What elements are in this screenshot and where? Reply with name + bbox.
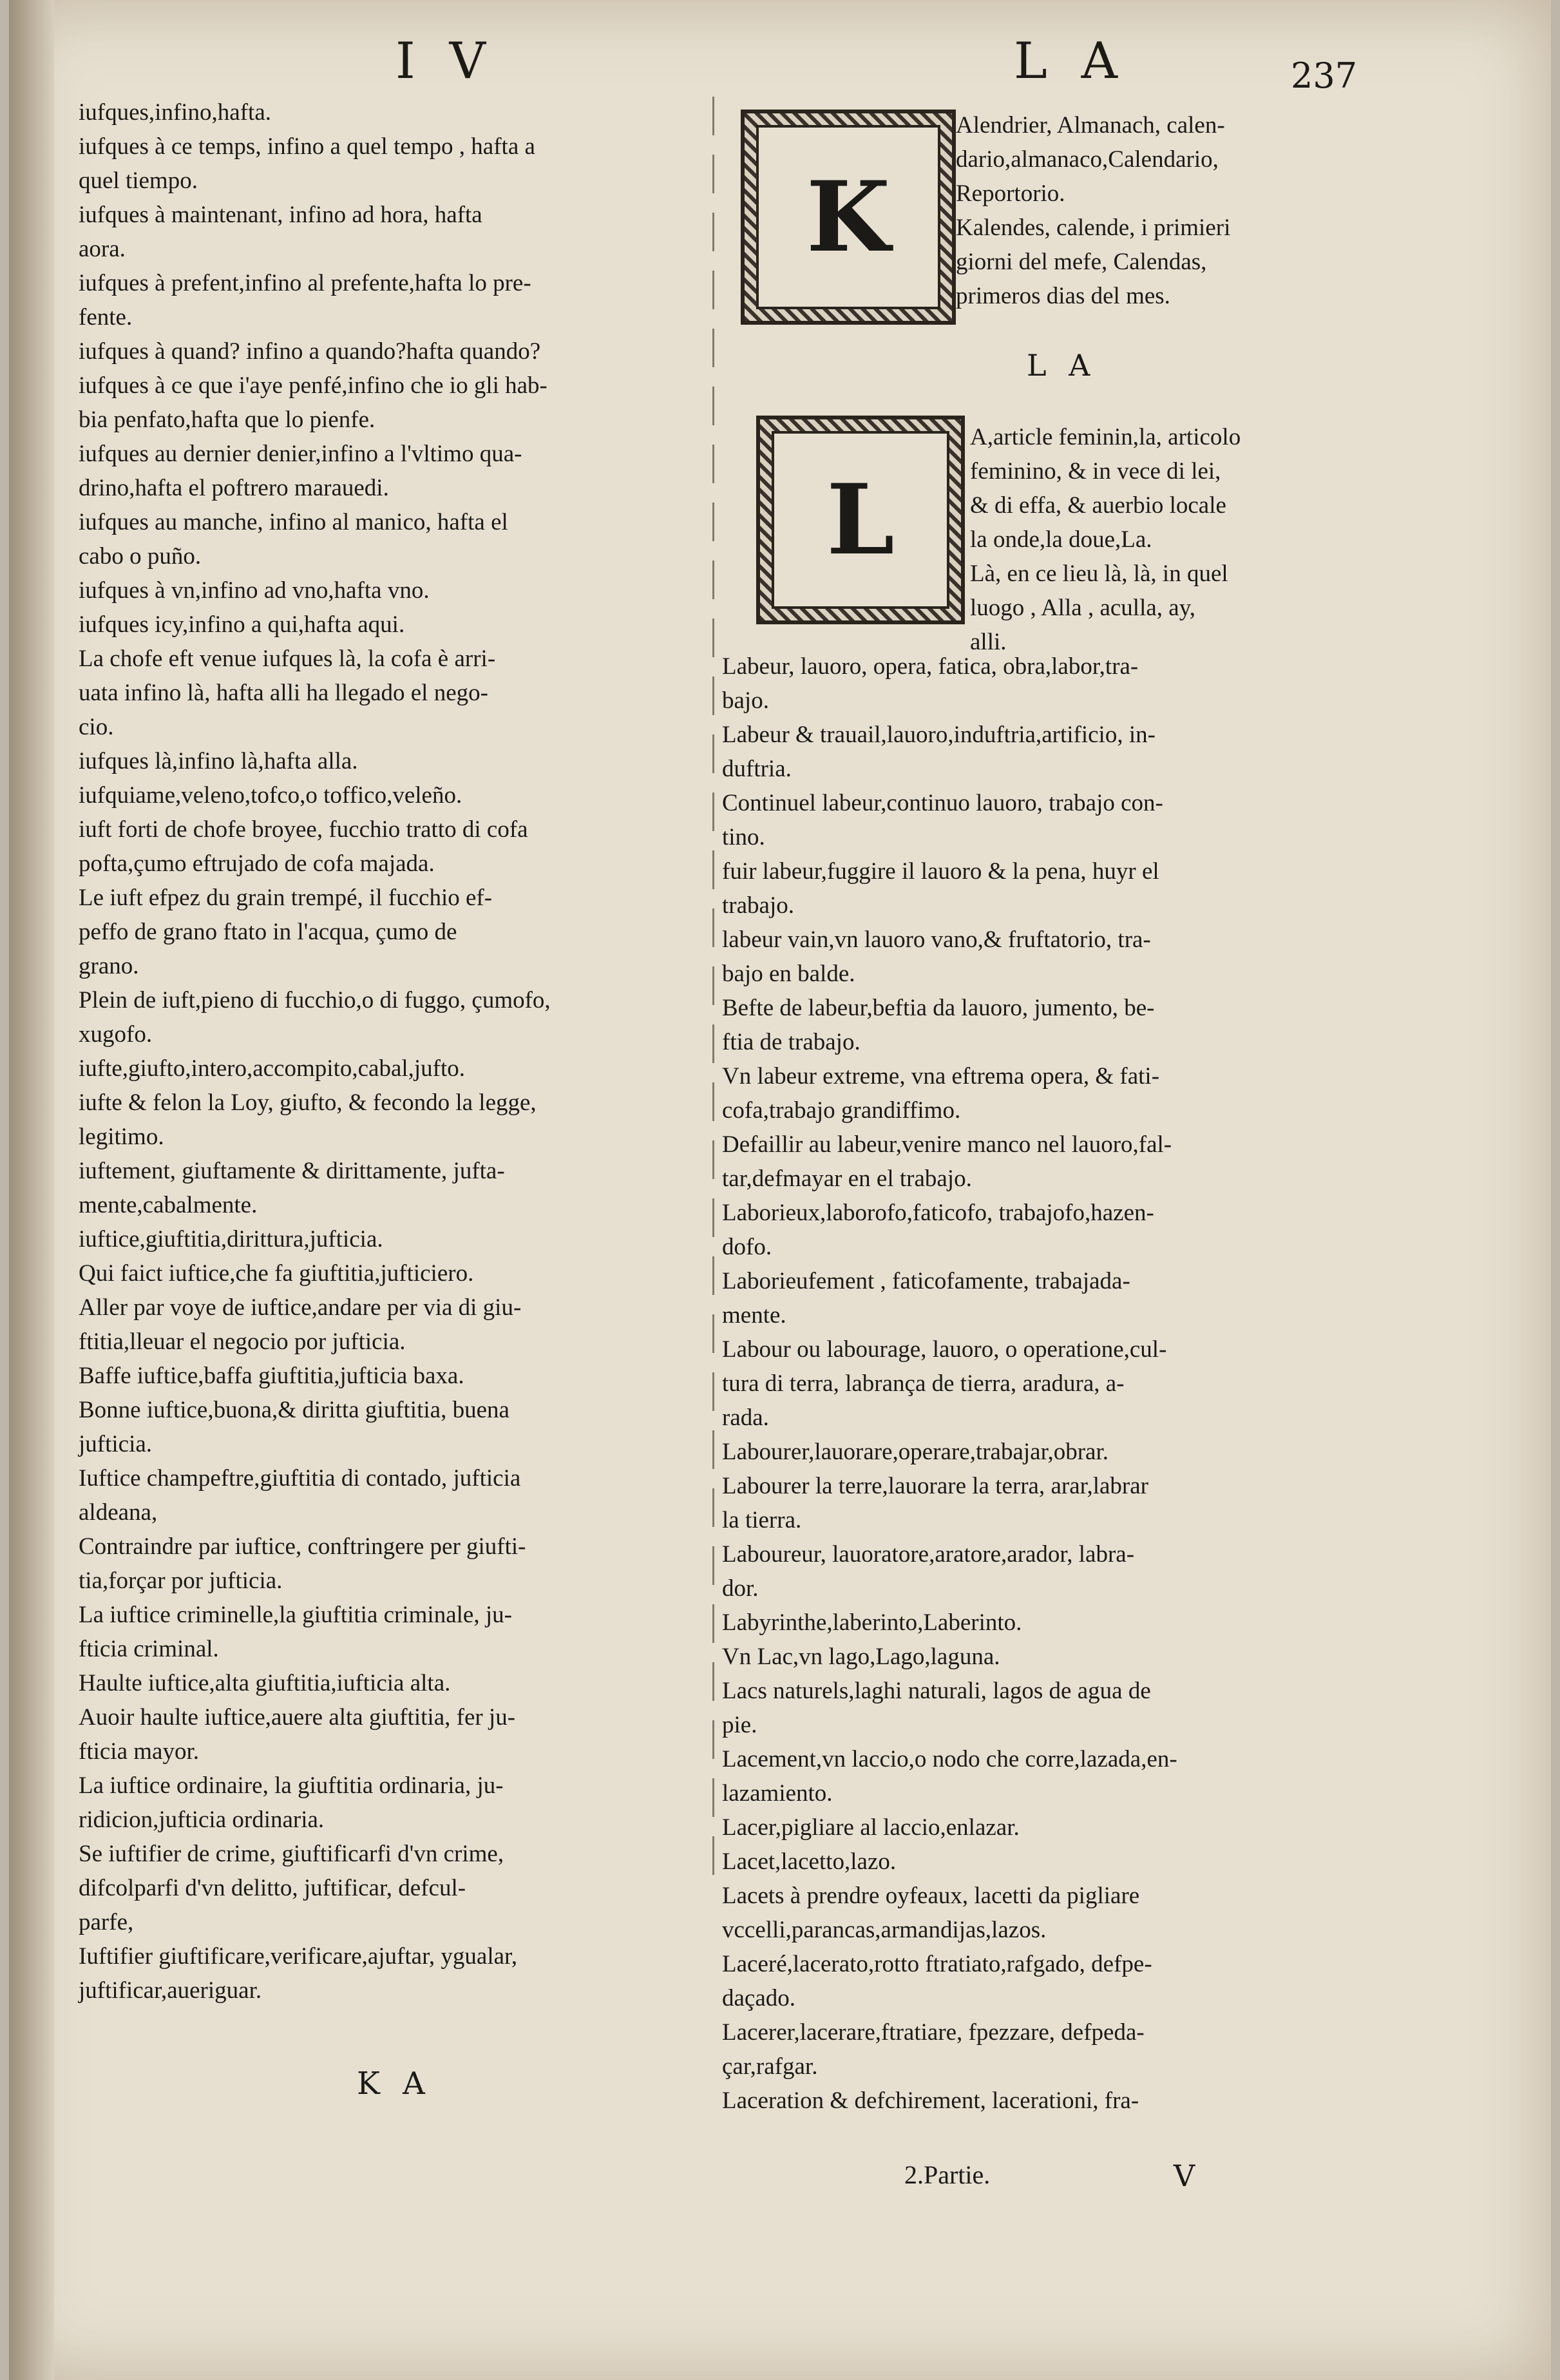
- text-line: A,article feminin,la, articolo: [970, 424, 1241, 450]
- running-head-right: L A: [1014, 32, 1127, 90]
- text-line: drino,hafta el poftrero marauedi.: [79, 475, 389, 501]
- text-line: trabajo.: [722, 892, 794, 919]
- text-line: iufques à maintenant, infino ad hora, hafta: [79, 202, 482, 228]
- text-line: bajo.: [722, 687, 769, 714]
- text-line: Lacement,vn laccio,o nodo che corre,lazada,en-: [722, 1746, 1177, 1772]
- text-line: Lacs naturels,laghi naturali, lagos de agua de: [722, 1678, 1151, 1704]
- initial-letter-l: L: [772, 431, 949, 609]
- text-line: iuftice,giuftitia,dirittura,jufticia.: [79, 1226, 383, 1252]
- text-line: Haulte iuftice,alta giuftitia,iufticia alta.: [79, 1670, 451, 1696]
- text-line: la tierra.: [722, 1507, 802, 1533]
- text-line: Lacer,pigliare al laccio,enlazar.: [722, 1814, 1020, 1841]
- text-line: iufques à vn,infino ad vno,hafta vno.: [79, 577, 430, 604]
- text-line: Labourer la terre,lauorare la terra, arar,labrar: [722, 1473, 1148, 1499]
- text-line: tura di terra, labrança de tierra, aradura, a-: [722, 1370, 1125, 1397]
- text-line: alli.: [970, 629, 1007, 655]
- text-line: Labeur, lauoro, opera, fatica, obra,labor,tra-: [722, 653, 1139, 680]
- text-line: pie.: [722, 1712, 757, 1738]
- text-line: labeur vain,vn lauoro vano,& fruftatorio, tra-: [722, 926, 1151, 953]
- text-line: feminino, & in vece di lei,: [970, 458, 1221, 485]
- text-line: luogo , Alla , aculla, ay,: [970, 595, 1196, 621]
- text-line: Le iuft efpez du grain trempé, il fucchio ef-: [79, 885, 493, 911]
- text-line: Vn labeur extreme, vna eftrema opera, & fati-: [722, 1063, 1160, 1089]
- text-line: iufques au dernier denier,infino a l'vltimo qua-: [79, 441, 522, 467]
- text-line: iufques au manche, infino al manico, hafta el: [79, 509, 508, 535]
- text-line: La chofe eft venue iufques là, la cofa è arri-: [79, 646, 496, 672]
- text-line: iuft forti de chofe broyee, fucchio tratto di cofa: [79, 816, 528, 843]
- text-line: Labourer,lauorare,operare,trabajar,obrar.: [722, 1439, 1108, 1465]
- text-line: & di effa, & auerbio locale: [970, 492, 1226, 519]
- text-line: tino.: [722, 824, 765, 850]
- text-line: iufques à prefent,infino al prefente,hafta lo pre-: [79, 270, 531, 296]
- text-line: Baffe iuftice,baffa giuftitia,jufticia baxa.: [79, 1363, 464, 1389]
- text-line: mente.: [722, 1302, 786, 1329]
- binding-gutter: [9, 0, 54, 2380]
- text-line: iufte,giufto,intero,accompito,cabal,jufto.: [79, 1055, 466, 1082]
- text-line: tia,forçar por jufticia.: [79, 1568, 283, 1594]
- text-line: Contraindre par iuftice, conftringere per giufti-: [79, 1533, 526, 1560]
- text-line: la onde,la doue,La.: [970, 526, 1152, 553]
- text-line: Laborieufement , faticofamente, trabajada-: [722, 1268, 1130, 1294]
- text-line: iufques icy,infino a qui,hafta aqui.: [79, 611, 405, 638]
- text-line: iufques à ce que i'aye penfé,infino che io gli hab-: [79, 372, 547, 399]
- text-line: peffo de grano ftato in l'acqua, çumo de: [79, 919, 457, 945]
- text-line: juftificar,aueriguar.: [79, 1977, 262, 2004]
- text-line: grano.: [79, 953, 139, 979]
- text-line: pofta,çumo eftrujado de cofa majada.: [79, 850, 435, 877]
- text-line: iufques là,infino là,hafta alla.: [79, 748, 358, 774]
- text-line: fuir labeur,fuggire il lauoro & la pena, huyr el: [722, 858, 1159, 885]
- text-line: Reportorio.: [956, 180, 1065, 207]
- text-line: fticia mayor.: [79, 1738, 199, 1765]
- text-line: fente.: [79, 304, 133, 331]
- decorated-initial-l: [756, 416, 965, 624]
- text-line: Alendrier, Almanach, calen-: [956, 112, 1225, 139]
- text-line: Iuftifier giuftificare,verificare,ajuftar, ygualar,: [79, 1943, 518, 1970]
- text-line: cabo o puño.: [79, 543, 202, 570]
- text-line: Plein de iuft,pieno di fucchio,o di fuggo, çumofo,: [79, 987, 551, 1013]
- text-line: ftitia,lleuar el negocio por jufticia.: [79, 1329, 406, 1355]
- text-line: ftia de trabajo.: [722, 1029, 861, 1055]
- text-line: Bonne iuftice,buona,& diritta giuftitia, buena: [79, 1397, 509, 1423]
- text-line: Laboureur, lauoratore,aratore,arador, labra-: [722, 1541, 1135, 1568]
- text-line: Se iuftifier de crime, giuftificarfi d'vn crime,: [79, 1841, 504, 1867]
- text-line: aora.: [79, 236, 126, 262]
- text-line: Lacet,lacetto,lazo.: [722, 1848, 897, 1875]
- text-line: Vn Lac,vn lago,Lago,laguna.: [722, 1644, 1000, 1670]
- text-line: Labeur & trauail,lauoro,induftria,artificio, in-: [722, 722, 1156, 748]
- text-line: difcolparfi d'vn delitto, juftificar, defcul-: [79, 1875, 466, 1901]
- text-line: La iuftice ordinaire, la giuftitia ordinaria, ju-: [79, 1772, 504, 1799]
- text-line: lazamiento.: [722, 1780, 833, 1807]
- text-line: Laceré,lacerato,rotto ftratiato,rafgado, defpe-: [722, 1951, 1152, 1977]
- text-line: Auoir haulte iuftice,auere alta giuftitia, fer ju-: [79, 1704, 516, 1731]
- text-line: çar,rafgar.: [722, 2053, 818, 2080]
- book-page: [9, 0, 1551, 2380]
- text-line: Laborieux,laborofo,faticofo, trabajofo,hazen-: [722, 1200, 1154, 1226]
- text-line: jufticia.: [79, 1431, 153, 1457]
- text-line: giorni del mefe, Calendas,: [956, 249, 1207, 275]
- text-line: Lacerer,lacerare,ftratiare, fpezzare, defpeda-: [722, 2019, 1145, 2046]
- text-line: mente,cabalmente.: [79, 1192, 258, 1218]
- text-line: fticia criminal.: [79, 1636, 219, 1662]
- text-line: primeros dias del mes.: [956, 283, 1170, 309]
- text-line: Defaillir au labeur,venire manco nel lauoro,fal-: [722, 1131, 1172, 1158]
- la-article-entries: [970, 420, 1395, 659]
- decorated-initial-k: [741, 110, 956, 325]
- text-line: iufques à quand? infino a quando?hafta quando?: [79, 338, 541, 365]
- text-line: iufques à ce temps, infino a quel tempo , hafta a: [79, 133, 535, 160]
- text-line: tar,defmayar en el trabajo.: [722, 1166, 972, 1192]
- text-line: Labour ou labourage, lauoro, o operatione,cul-: [722, 1336, 1167, 1363]
- text-line: cio.: [79, 714, 114, 740]
- text-line: rada.: [722, 1405, 769, 1431]
- text-line: Befte de labeur,beftia da lauoro, jumento, be-: [722, 995, 1155, 1021]
- section-heading-la: L A: [1027, 348, 1097, 383]
- catchword: V: [1174, 2158, 1195, 2193]
- text-line: Kalendes, calende, i primieri: [956, 215, 1231, 241]
- signature-mark: 2.Partie.: [904, 2160, 991, 2189]
- text-line: aldeana,: [79, 1499, 158, 1526]
- text-line: dor.: [722, 1575, 759, 1602]
- section-catch-ka: K A: [357, 2066, 432, 2102]
- text-line: ridicion,jufticia ordinaria.: [79, 1807, 325, 1833]
- text-line: parfe,: [79, 1909, 134, 1935]
- text-line: iufquiame,veleno,tofco,o toffico,veleño.: [79, 782, 462, 809]
- text-line: quel tiempo.: [79, 168, 198, 194]
- text-line: cofa,trabajo grandiffimo.: [722, 1097, 961, 1124]
- text-line: La iuftice criminelle,la giuftitia criminale, ju-: [79, 1602, 512, 1628]
- text-line: legitimo.: [79, 1124, 164, 1150]
- text-line: Aller par voye de iuftice,andare per via di giu-: [79, 1294, 522, 1321]
- text-line: dario,almanaco,Calendario,: [956, 146, 1219, 173]
- text-line: Continuel labeur,continuo lauoro, trabajo con-: [722, 790, 1163, 816]
- text-line: Iuftice champeftre,giuftitia di contado, jufticia: [79, 1465, 521, 1492]
- text-line: uata infino là, hafta alli ha llegado el nego-: [79, 680, 488, 706]
- text-line: bajo en balde.: [722, 961, 855, 987]
- page-number: 237: [1291, 55, 1358, 96]
- initial-letter-k: K: [756, 125, 940, 309]
- text-line: Lacets à prendre oyfeaux, lacetti da pigliare: [722, 1883, 1140, 1909]
- text-line: Qui faict iuftice,che fa giuftitia,jufticiero.: [79, 1260, 474, 1287]
- text-line: vccelli,parancas,armandijas,lazos.: [722, 1917, 1047, 1943]
- left-column: [79, 95, 723, 2008]
- right-column: [722, 649, 1366, 2118]
- text-line: xugofo.: [79, 1021, 153, 1048]
- text-line: Labyrinthe,laberinto,Laberinto.: [722, 1609, 1022, 1636]
- text-line: dofo.: [722, 1234, 772, 1260]
- text-line: duftria.: [722, 756, 792, 782]
- text-line: iufques,infino,hafta.: [79, 99, 271, 126]
- kalendrier-entries: [956, 108, 1381, 313]
- text-line: Laceration & defchirement, lacerationi, fra-: [722, 2087, 1139, 2114]
- text-line: iufte & felon la Loy, giufto, & fecondo la legge,: [79, 1089, 537, 1116]
- text-line: iuftement, giuftamente & dirittamente, jufta-: [79, 1158, 505, 1184]
- text-line: bia penfato,hafta que lo pienfe.: [79, 407, 376, 433]
- text-line: Là, en ce lieu là, là, in quel: [970, 561, 1228, 587]
- running-head-left: I V: [395, 32, 495, 90]
- text-line: daçado.: [722, 1985, 796, 2011]
